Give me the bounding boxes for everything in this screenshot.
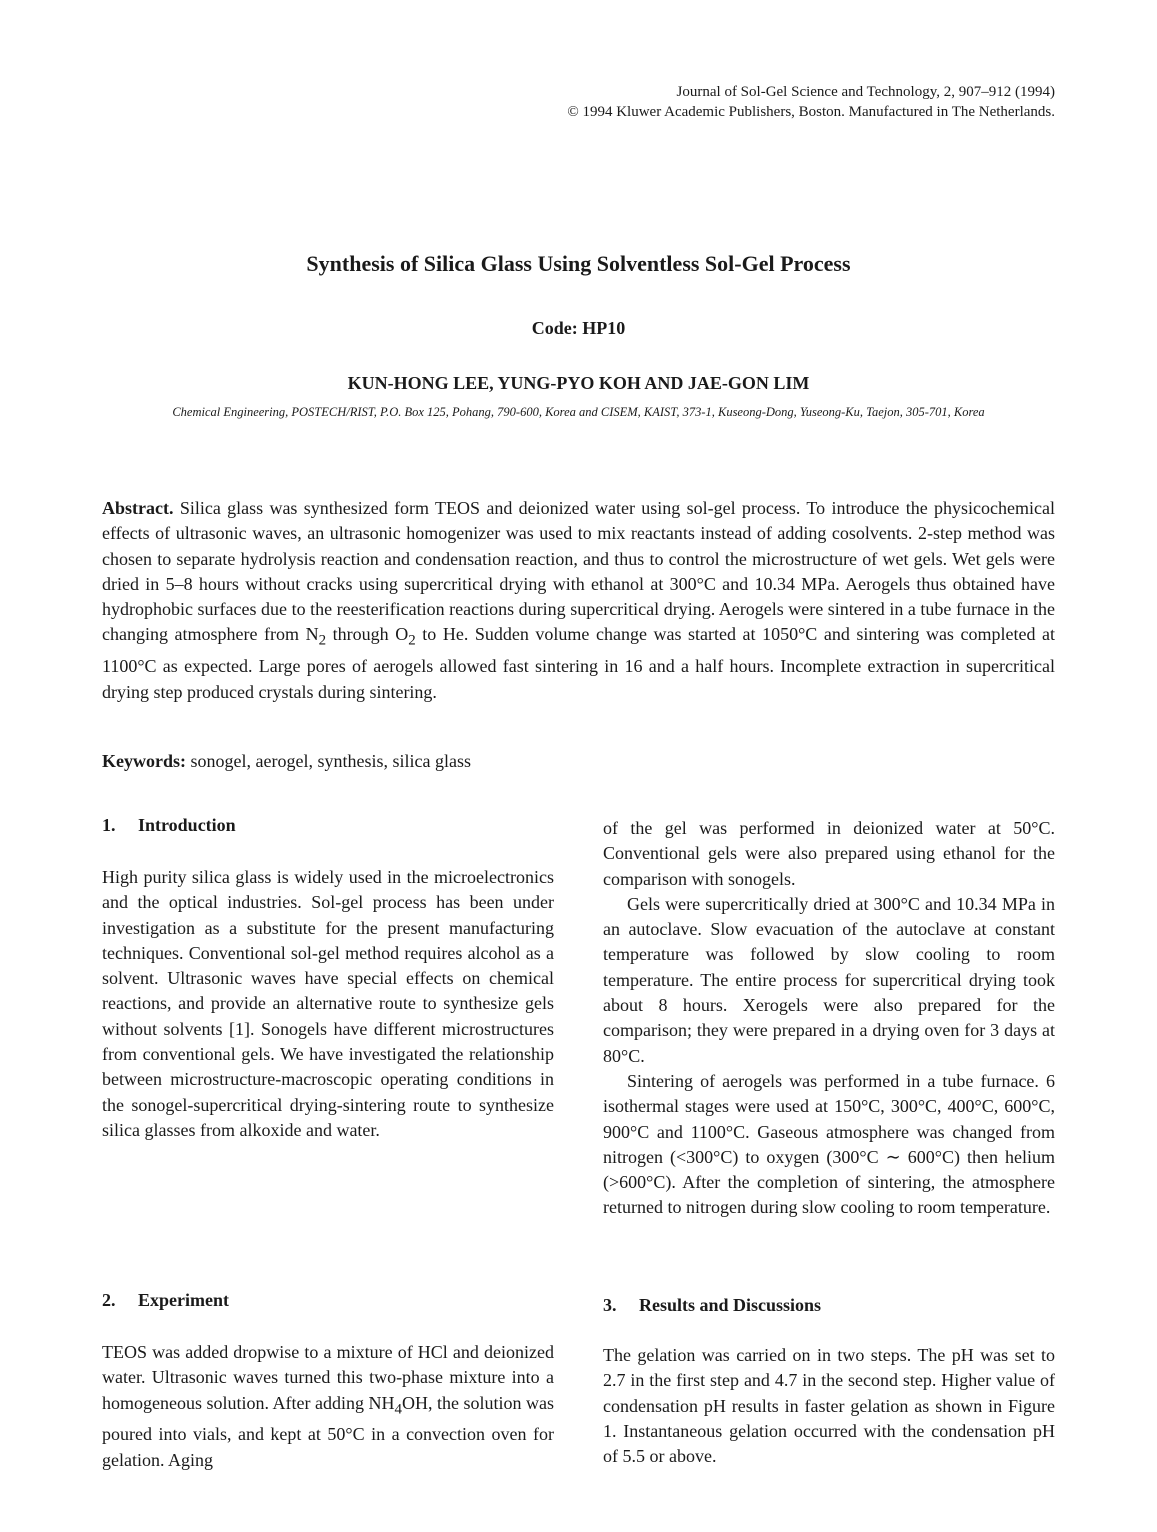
journal-line-1: Journal of Sol-Gel Science and Technology, 2, 907–912 (1994) xyxy=(676,84,1055,100)
paper-authors: KUN-HONG LEE, YUNG-PYO KOH AND JAE-GON LIM xyxy=(347,373,810,393)
journal-citation xyxy=(567,82,1055,122)
experiment-continued-paragraph: of the gel was performed in deionized water at 50°C. Conventional gels were also prepared using ethanol for the comparison with sonogels. xyxy=(603,818,1055,889)
results-section xyxy=(603,1293,1055,1469)
abstract-label: Abstract. xyxy=(102,498,174,518)
paper-title: Synthesis of Silica Glass Using Solventless Sol-Gel Process xyxy=(306,251,851,276)
abstract xyxy=(102,496,1055,705)
section-title: Experiment xyxy=(138,1290,229,1310)
section-title: Results and Discussions xyxy=(639,1295,822,1315)
right-column xyxy=(603,816,1055,1467)
experiment-sub: 4 xyxy=(394,1401,402,1418)
section-heading-results xyxy=(603,1293,1055,1318)
drying-paragraph: Gels were supercritically dried at 300°C and 10.34 MPa in an autoclave. Slow evacuation of the autoclave at constant temperature was followed by slow cooling to room temperature. The entire process for supercritical drying took about 8 hours. Xerogels were also prepared for the comparison; they were prepared in a drying oven for 3 days at 80°C. xyxy=(603,893,1055,1066)
abstract-sub-2: 2 xyxy=(408,633,416,650)
section-number: 3. xyxy=(603,1295,617,1315)
section-title: Introduction xyxy=(138,815,236,835)
abstract-text-3: to He. Sudden volume change was started at 1050°C and sintering was completed at 1100°C as expected. Large pores of aerogels allowed fast sintering in 16 and a half hours. Incomplete extraction in supercritical drying step produced crystals during sintering. xyxy=(102,624,1056,702)
experiment-text-b: OH, the solution was poured into vials, and kept at 50°C in a convection oven for gelation. Aging xyxy=(102,1392,554,1470)
introduction-paragraph: High purity silica glass is widely used in the microelectronics and the optical industries. Sol-gel process has been under investigation as a substitute for the present manufacturing techniques. Conventional sol-gel method requires alcohol as a solvent. Ultrasonic waves have special effects on chemical reactions, and provide an alternative route to synthesize gels without solvents [1]. Sonogels have different microstructures from conventional gels. We have investigated the relationship between microstructure-macroscopic operating conditions in the sonogel-supercritical drying-sintering route to synthesize silica glasses from alkoxide and water. xyxy=(102,867,554,1140)
results-paragraph: The gelation was carried on in two steps. The pH was set to 2.7 in the first step and 4.7 in the second step. Higher value of condensation pH results in faster gelation as shown in Figure 1. Instantaneous gelation occurred with the condensation pH of 5.5 or above. xyxy=(603,1345,1055,1467)
abstract-sub-1: 2 xyxy=(318,633,327,650)
keywords-label: Keywords: xyxy=(102,751,186,771)
section-heading-experiment xyxy=(102,1288,554,1313)
section-number: 1. xyxy=(102,815,116,835)
section-heading-introduction xyxy=(102,813,554,838)
section-number: 2. xyxy=(102,1290,116,1310)
sintering-paragraph: Sintering of aerogels was performed in a tube furnace. 6 isothermal stages were used at 150°C, 300°C, 400°C, 600°C, 900°C and 1100°C. Gaseous atmosphere was changed from nitrogen (<300°C) to oxygen (300°C ∼ 600°C) then helium (>600°C). After the completion of sintering, the atmosphere returned to nitrogen during slow cooling to room temperature. xyxy=(603,1070,1055,1218)
abstract-text-2: through O xyxy=(326,624,409,645)
keywords-text: sonogel, aerogel, synthesis, silica glass xyxy=(190,751,471,771)
abstract-text-1: Silica glass was synthesized form TEOS and deionized water using sol-gel process. To introduce the physicochemical effects of ultrasonic waves, an ultrasonic homogenizer was used to mix reactants instead of adding cosolvents. 2-step method was chosen to separate hydrolysis reaction and condensation reaction, and thus to control the microstructure of wet gels. Wet gels were dried in 5–8 hours without cracks using supercritical drying with ethanol at 300°C and 10.34 MPa. Aerogels thus obtained have hydrophobic surfaces due to the reesterification reactions during supercritical drying. Aerogels were sintered in a tube furnace in the changing atmosphere from N xyxy=(102,498,1056,645)
left-column xyxy=(102,813,554,1470)
experiment-text-a: TEOS was added dropwise to a mixture of HCl and deionized water. Ultrasonic waves turned this two-phase mixture into a homogeneous solution. After adding NH xyxy=(102,1342,554,1413)
paper-affiliation: Chemical Engineering, POSTECH/RIST, P.O. Box 125, Pohang, 790-600, Korea and CISEM, KAIST, 373-1, Kuseong-Dong, Yuseong-Ku, Taejon, 305-701, Korea xyxy=(172,405,985,419)
journal-line-2: © 1994 Kluwer Academic Publishers, Boston. Manufactured in The Netherlands. xyxy=(567,104,1055,120)
experiment-paragraph xyxy=(102,1340,554,1473)
keywords xyxy=(102,749,1055,774)
experiment-section xyxy=(102,1288,554,1473)
paper-code: Code: HP10 xyxy=(531,318,626,338)
